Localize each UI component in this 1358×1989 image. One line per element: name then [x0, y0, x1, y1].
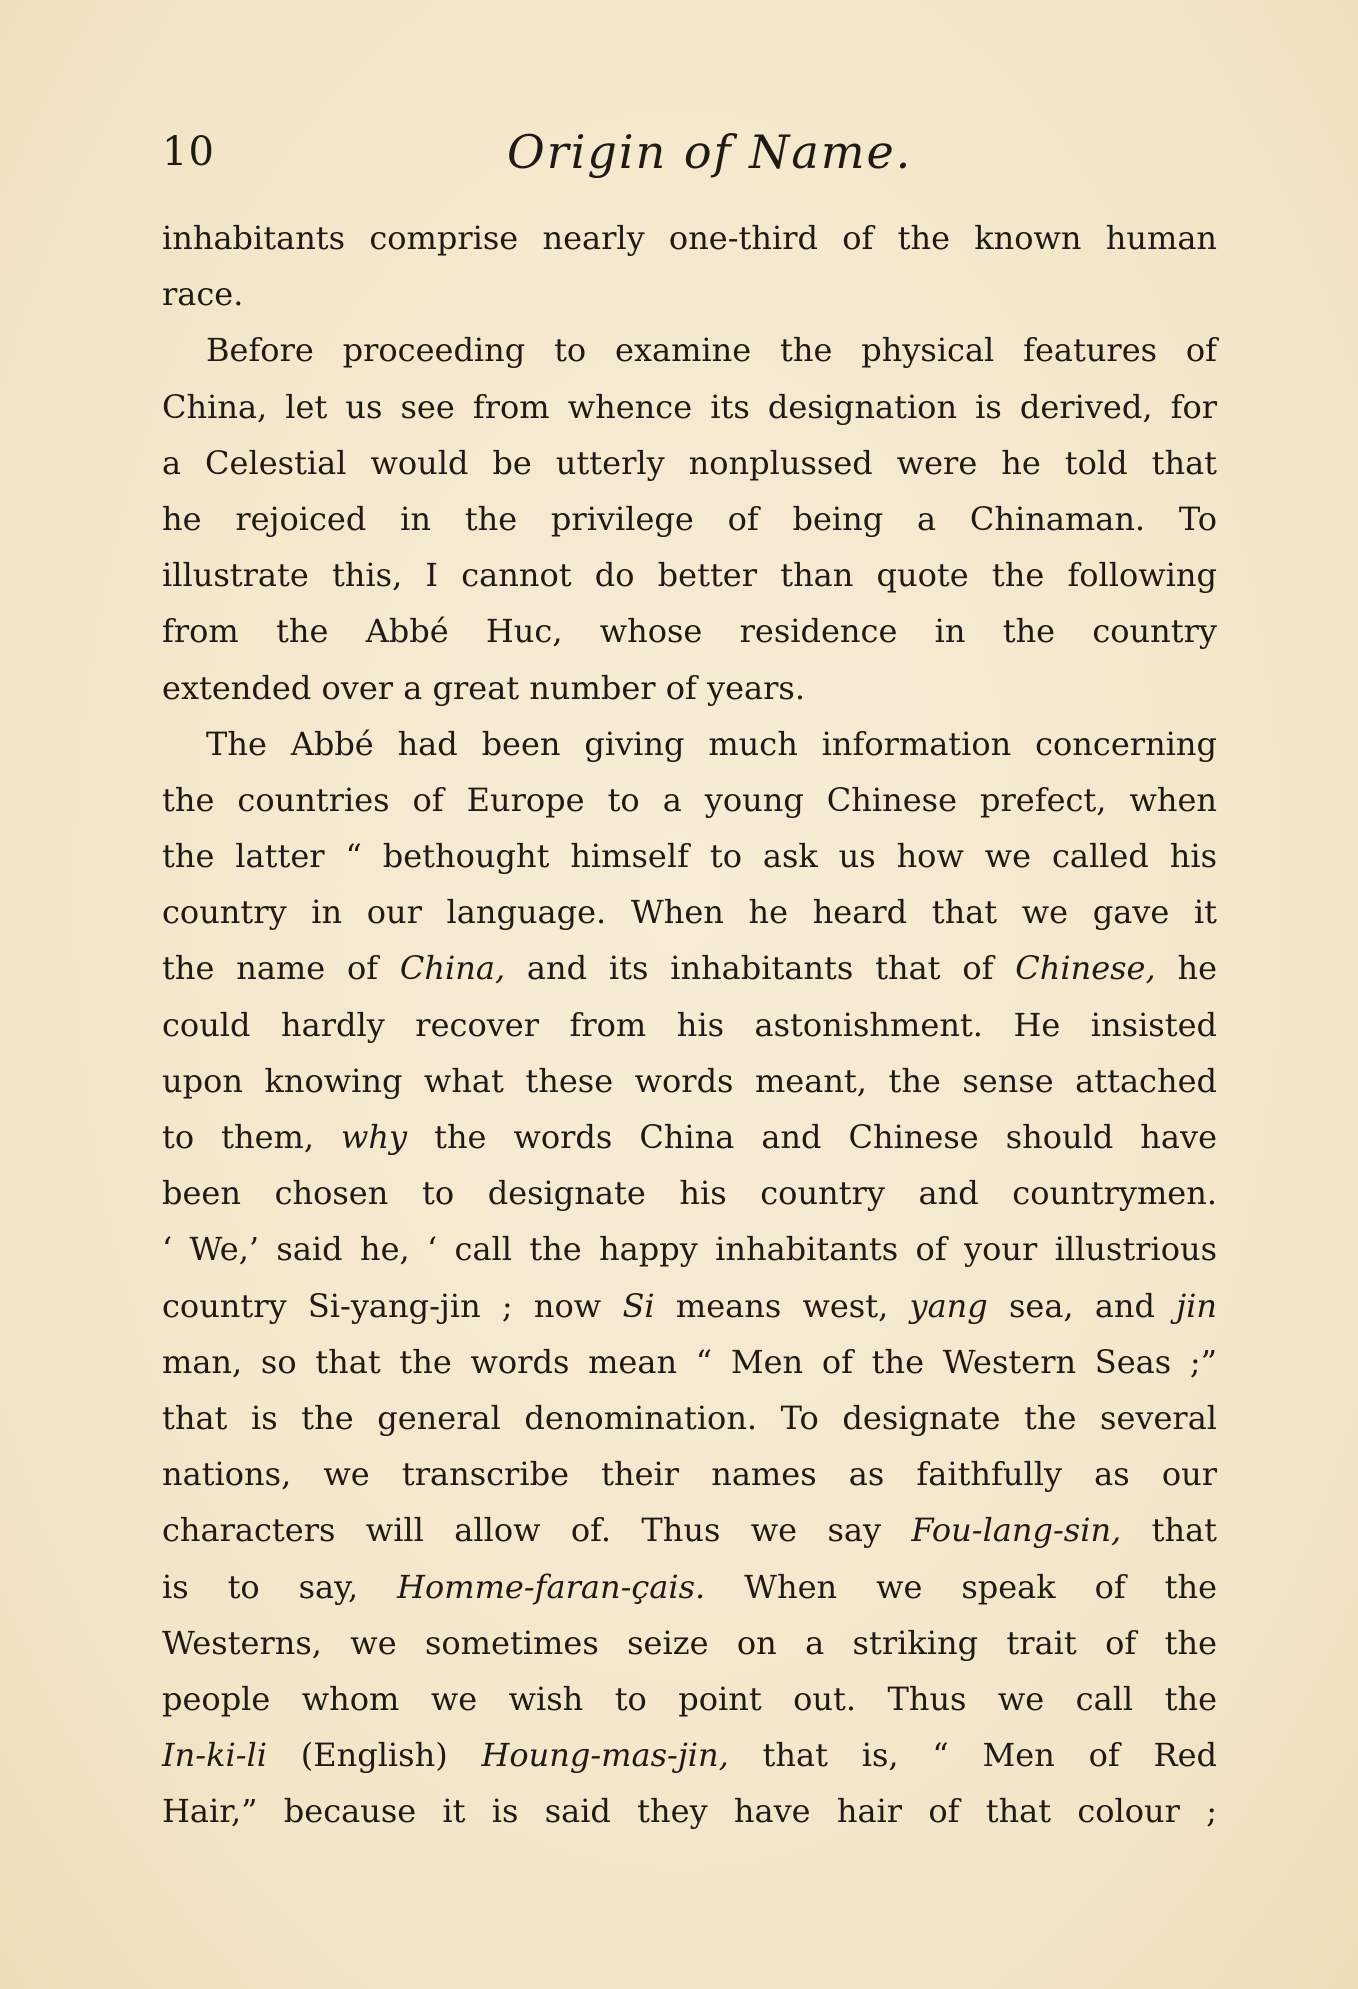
text-line: man, so that the words mean “ Men of the Western Seas ;”: [162, 1342, 1217, 1381]
page-number: 10: [162, 129, 215, 175]
text-line: China, let us see from whence its designation is derived, for: [162, 387, 1217, 426]
italic-word: Homme-faran-çais.: [397, 1567, 706, 1606]
page-header: [162, 122, 1212, 182]
text-line: race.: [162, 275, 244, 314]
italic-word: Fou-lang-sin,: [911, 1511, 1122, 1550]
italic-word: yang: [909, 1286, 988, 1325]
text-line: is to say, Homme-faran-çais. When we speak of the: [162, 1567, 1218, 1606]
text-line: he rejoiced in the privilege of being a Chinaman. To: [162, 499, 1217, 538]
text-line: the countries of Europe to a young Chinese prefect, when: [162, 780, 1217, 819]
text-line: been chosen to designate his country and countrymen.: [162, 1174, 1217, 1213]
text-line: the name of China, and its inhabitants that of Chinese, he: [162, 949, 1218, 988]
running-title: Origin of Name.: [507, 125, 913, 179]
text-line: inhabitants comprise nearly one-third of the known human: [162, 219, 1217, 257]
italic-word: Si: [622, 1286, 655, 1325]
italic-word: Houng-mas-jin,: [481, 1736, 729, 1775]
text-line: people whom we wish to point out. Thus we call the: [162, 1679, 1217, 1718]
body-text: [162, 210, 1217, 1839]
text-line: the latter “ bethought himself to ask us how we called his: [162, 837, 1217, 876]
italic-word: In-ki-li: [162, 1736, 267, 1775]
text-line: a Celestial would be utterly nonplussed were he told that: [162, 443, 1217, 482]
paragraph-start-line: The Abbé had been giving much information concerning: [206, 724, 1217, 763]
text-line: country in our language. When he heard that we gave it: [162, 893, 1217, 932]
text-line: Hair,” because it is said they have hair of that colour ;: [162, 1792, 1217, 1831]
italic-word: China,: [399, 949, 506, 988]
text-line: nations, we transcribe their names as faithfully as our: [162, 1455, 1217, 1494]
italic-word: Chinese,: [1015, 949, 1156, 988]
text-line: extended over a great number of years.: [162, 668, 806, 707]
text-line: characters will allow of. Thus we say Fou-lang-sin, that: [162, 1511, 1218, 1550]
text-line: could hardly recover from his astonishment. He insisted: [162, 1005, 1217, 1044]
text-line: ‘ We,’ said he, ‘ call the happy inhabitants of your illustrious: [162, 1230, 1217, 1269]
text-line: from the Abbé Huc, whose residence in the country: [162, 612, 1217, 651]
text-line: country Si-yang-jin ; now Si means west, yang sea, and jin: [162, 1286, 1218, 1325]
text-line: that is the general denomination. To designate the several: [162, 1398, 1217, 1437]
italic-word: jin: [1176, 1286, 1218, 1325]
text-line: upon knowing what these words meant, the sense attached: [162, 1061, 1217, 1100]
text-line: In-ki-li (English) Houng-mas-jin, that is, “ Men of Red: [162, 1736, 1218, 1775]
italic-word: why: [341, 1118, 408, 1156]
text-line: Westerns, we sometimes seize on a striking trait of the: [162, 1623, 1217, 1662]
text-line: illustrate this, I cannot do better than quote the following: [162, 556, 1217, 595]
text-line: to them, why the words China and Chinese should have: [162, 1118, 1217, 1156]
paragraph-start-line: Before proceeding to examine the physical features of: [206, 331, 1217, 370]
